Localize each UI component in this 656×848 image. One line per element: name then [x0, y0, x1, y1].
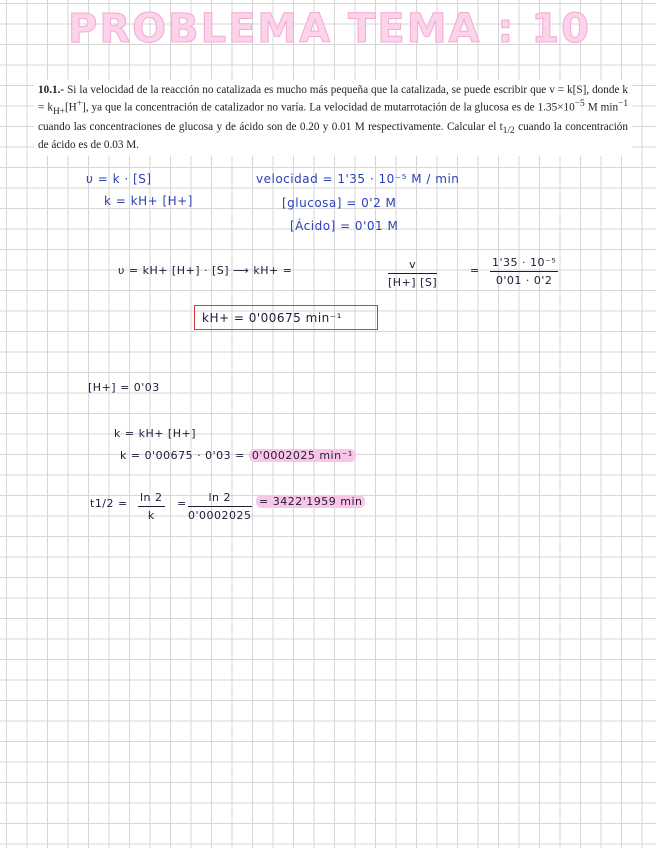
problem-text: cuando las concentraciones de glucosa y de ácido son de 0.20 y 0.01 M respectivamente. Calcular el t: [38, 120, 503, 133]
k-formula: k = kH+ [H+]: [114, 427, 197, 440]
fraction-numerator: 1'35 · 10⁻⁵: [490, 256, 558, 272]
half-life-result: [256, 495, 365, 508]
fraction-denominator: k: [147, 509, 155, 522]
page-title: PROBLEMA TEMA : 10: [68, 6, 591, 52]
equals-sign: =: [177, 497, 187, 510]
fraction-ln2-over-k: [138, 491, 165, 522]
fraction-v-over-concentrations: [388, 258, 437, 289]
half-life-label: t1/2 =: [90, 497, 128, 510]
h-concentration: [H+] = 0'03: [88, 381, 160, 394]
fraction-ln2-over-value: [188, 491, 252, 522]
half-life-highlight: = 3422'1959 min: [256, 495, 365, 508]
fraction-numeric: [490, 256, 558, 287]
problem-text: cuando la concentración de ácido es de 0.03 M.: [38, 120, 628, 152]
velocity-value: velocidad = 1'35 · 10⁻⁵ M / min: [256, 172, 460, 186]
fraction-denominator: 0'01 · 0'2: [495, 274, 553, 287]
problem-text: Si la velocidad de la reacción no catalizada es mucho más pequeña que la catalizada, se puede escribir que v = k[S], donde k = k: [38, 84, 628, 115]
problem-sub-h: H+: [52, 107, 65, 118]
boxed-result: kH+ = 0'00675 min⁻¹: [202, 311, 342, 325]
problem-sup-exp: −5: [574, 99, 585, 110]
k-calc-text: k = 0'00675 · 0'03 =: [120, 449, 245, 462]
problem-statement: [34, 80, 632, 156]
fraction-numerator: v: [388, 258, 437, 274]
fraction-numerator: ln 2: [138, 491, 165, 507]
problem-text: ], ya que la concentración de catalizador no varía. La velocidad de mutarrotación de la glucosa es de 1.35×10: [82, 102, 575, 115]
k-calculation: [120, 449, 356, 462]
fraction-denominator: [H+] [S]: [388, 276, 438, 289]
glucose-concentration: [glucosa] = 0'2 M: [282, 196, 397, 210]
problem-sub-half: 1/2: [502, 126, 515, 137]
rate-law: υ = k · [S]: [86, 172, 152, 186]
problem-sup-plus: +: [76, 99, 83, 110]
problem-text: M min: [584, 102, 619, 115]
k-result-highlight: 0'0002025 min⁻¹: [249, 449, 356, 462]
problem-sup-min: −1: [618, 99, 629, 110]
rate-equation: υ = kH+ [H+] · [S] ⟶ kH+ =: [118, 264, 293, 277]
acid-concentration: [Ácido] = 0'01 M: [290, 219, 399, 233]
equals-sign: =: [470, 264, 480, 277]
problem-text: [H: [64, 102, 77, 115]
k-definition: k = kH+ [H+]: [104, 194, 193, 208]
problem-number: 10.1.-: [38, 84, 65, 96]
fraction-denominator: 0'0002025: [188, 509, 252, 522]
fraction-numerator: ln 2: [188, 491, 252, 507]
